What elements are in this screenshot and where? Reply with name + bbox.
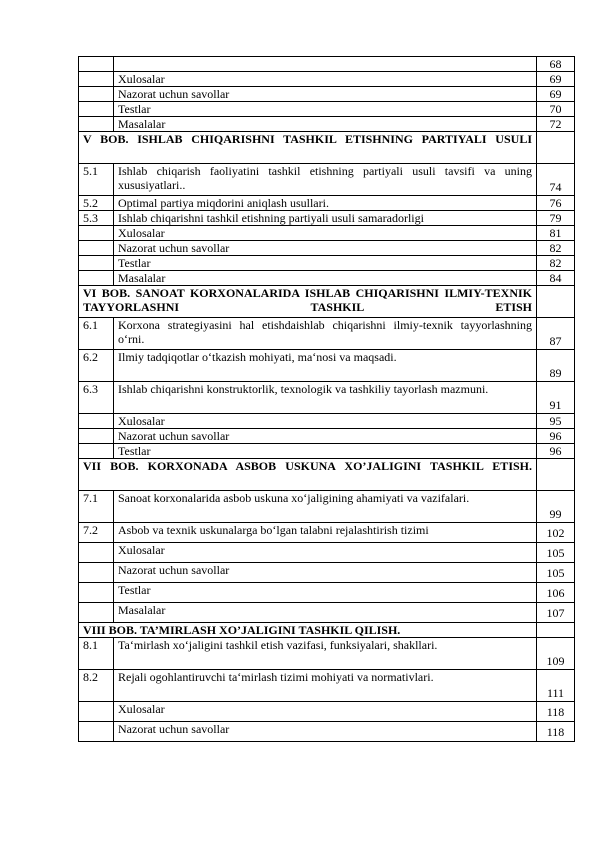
toc-row — [79, 211, 575, 226]
entry-title-text: Xulosalar — [118, 414, 165, 428]
entry-title-text: Masalalar — [118, 271, 166, 285]
entry-title — [114, 543, 537, 563]
toc-row — [79, 603, 575, 623]
section-number — [79, 241, 114, 256]
entry-title-text: Xulosalar — [118, 72, 165, 86]
section-number — [79, 429, 114, 444]
toc-row — [79, 459, 575, 491]
toc-row — [79, 583, 575, 603]
page-number: 111 — [537, 670, 575, 702]
page-number: 82 — [537, 256, 575, 271]
toc-row — [79, 72, 575, 87]
page-number: 70 — [537, 102, 575, 117]
entry-title-text: V BOB. ISHLAB CHIQARISHNI TASHKIL ETISHNING PARTIYALI USULI — [83, 132, 532, 146]
entry-title-text: Ishlab chiqarish faoliyatini tashkil etishning partiyali usuli tavsifi va uning xususiyatlari.. — [118, 164, 532, 192]
toc-row — [79, 722, 575, 742]
entry-title — [114, 583, 537, 603]
entry-title — [114, 102, 537, 117]
page-number: 79 — [537, 211, 575, 226]
entry-title — [114, 670, 537, 702]
page-number: 96 — [537, 429, 575, 444]
entry-title-text: Nazorat uchun savollar — [118, 241, 230, 255]
entry-title-text: VIII BOB. TA’MIRLASH XO’JALIGINI TASHKIL QILISH. — [83, 623, 401, 637]
entry-title — [114, 603, 537, 623]
toc-row — [79, 286, 575, 318]
toc-row — [79, 226, 575, 241]
toc-row — [79, 256, 575, 271]
page-number: 118 — [537, 702, 575, 722]
page-number: 106 — [537, 583, 575, 603]
entry-title-text: Testlar — [118, 583, 151, 597]
entry-title-text: Ilmiy tadqiqotlar o‘tkazish mohiyati, ma‘nosi va maqsadi. — [118, 350, 397, 364]
section-number — [79, 57, 114, 72]
entry-title-text: Testlar — [118, 102, 151, 116]
page-number: 95 — [537, 414, 575, 429]
entry-title — [79, 459, 537, 491]
section-number — [79, 226, 114, 241]
entry-title — [114, 241, 537, 256]
entry-title — [114, 638, 537, 670]
toc-row — [79, 241, 575, 256]
section-number — [79, 583, 114, 603]
entry-title-text: Masalalar — [118, 117, 166, 131]
page-number: 76 — [537, 196, 575, 211]
entry-title-text: Ta‘mirlash xo‘jaligini tashkil etish vazifasi, funksiyalari, shakllari. — [118, 638, 438, 652]
entry-title-text: Rejali ogohlantiruvchi ta‘mirlash tizimi mohiyati va normativlari. — [118, 670, 434, 684]
entry-title-text: Testlar — [118, 444, 151, 458]
page-number: 72 — [537, 117, 575, 132]
section-number: 5.1 — [79, 164, 114, 196]
page-number: 84 — [537, 271, 575, 286]
entry-title — [114, 164, 537, 196]
toc-row — [79, 350, 575, 382]
section-number — [79, 117, 114, 132]
page-number: 99 — [537, 491, 575, 523]
section-number — [79, 102, 114, 117]
section-number: 6.1 — [79, 318, 114, 350]
page-number — [537, 623, 575, 638]
entry-title-text: Nazorat uchun savollar — [118, 429, 230, 443]
section-number — [79, 603, 114, 623]
entry-title-text: VI BOB. SANOAT KORXONALARIDA ISHLAB CHIQARISHNI ILMIY-TEXNIK TAYYORLASHNI TASHKIL ETISH — [83, 286, 532, 314]
section-number — [79, 722, 114, 742]
section-number: 5.3 — [79, 211, 114, 226]
entry-title-text: Xulosalar — [118, 543, 165, 557]
toc-row — [79, 382, 575, 414]
toc-row — [79, 543, 575, 563]
section-number: 7.2 — [79, 523, 114, 543]
toc-row — [79, 702, 575, 722]
section-number — [79, 563, 114, 583]
page-number: 91 — [537, 382, 575, 414]
page-number: 81 — [537, 226, 575, 241]
section-number — [79, 414, 114, 429]
section-number — [79, 444, 114, 459]
entry-title — [114, 491, 537, 523]
toc-row — [79, 638, 575, 670]
section-number: 5.2 — [79, 196, 114, 211]
toc-row — [79, 318, 575, 350]
page-number: 102 — [537, 523, 575, 543]
entry-title-text: Nazorat uchun savollar — [118, 722, 230, 736]
toc-row — [79, 523, 575, 543]
section-number — [79, 72, 114, 87]
entry-title — [114, 211, 537, 226]
section-number: 8.2 — [79, 670, 114, 702]
entry-title — [114, 414, 537, 429]
section-number: 6.3 — [79, 382, 114, 414]
page-number: 69 — [537, 87, 575, 102]
entry-title — [114, 429, 537, 444]
entry-title — [114, 350, 537, 382]
entry-title-text: Xulosalar — [118, 226, 165, 240]
entry-title-text: Ishlab chiqarishni tashkil etishning partiyali usuli samaradorligi — [118, 211, 424, 225]
toc-row — [79, 57, 575, 72]
page-number — [537, 132, 575, 164]
toc-row — [79, 196, 575, 211]
entry-title-text: Sanoat korxonalarida asbob uskuna xo‘jaligining ahamiyati va vazifalari. — [118, 491, 470, 505]
toc-row — [79, 563, 575, 583]
entry-title-text: Korxona strategiyasini hal etishdaishlab chiqarishni ilmiy-texnik tayyorlashning o‘rni. — [118, 318, 532, 346]
page-number: 74 — [537, 164, 575, 196]
page-number — [537, 286, 575, 318]
toc-row — [79, 271, 575, 286]
section-number — [79, 543, 114, 563]
page-number: 96 — [537, 444, 575, 459]
entry-title — [114, 196, 537, 211]
page-number: 105 — [537, 543, 575, 563]
page-number — [537, 459, 575, 491]
page-number: 118 — [537, 722, 575, 742]
toc-body — [79, 57, 575, 742]
toc-row — [79, 491, 575, 523]
entry-title — [114, 226, 537, 241]
toc-row — [79, 429, 575, 444]
table-of-contents — [78, 56, 575, 742]
page-number: 107 — [537, 603, 575, 623]
entry-title-text: Masalalar — [118, 603, 166, 617]
page-number: 68 — [537, 57, 575, 72]
entry-title-text: Nazorat uchun savollar — [118, 87, 230, 101]
entry-title — [114, 382, 537, 414]
page-number: 87 — [537, 318, 575, 350]
entry-title — [114, 702, 537, 722]
toc-row — [79, 164, 575, 196]
page-number: 69 — [537, 72, 575, 87]
section-number: 6.2 — [79, 350, 114, 382]
page-number: 89 — [537, 350, 575, 382]
section-number: 8.1 — [79, 638, 114, 670]
toc-row — [79, 132, 575, 164]
entry-title — [114, 87, 537, 102]
entry-title — [114, 271, 537, 286]
entry-title-text: Ishlab chiqarishni konstruktorlik, texnologik va tashkiliy tayorlash mazmuni. — [118, 382, 489, 396]
entry-title — [79, 623, 537, 638]
entry-title — [79, 132, 537, 164]
section-number — [79, 256, 114, 271]
toc-row — [79, 623, 575, 638]
toc-row — [79, 87, 575, 102]
section-number — [79, 702, 114, 722]
entry-title-text: Optimal partiya miqdorini aniqlash usullari. — [118, 196, 329, 210]
entry-title — [114, 117, 537, 132]
entry-title — [79, 286, 537, 318]
entry-title — [114, 563, 537, 583]
section-number — [79, 87, 114, 102]
entry-title-text: VII BOB. KORXONADA ASBOB USKUNA XO’JALIGINI TASHKIL ETISH. — [83, 459, 532, 473]
entry-title — [114, 722, 537, 742]
entry-title-text: Xulosalar — [118, 702, 165, 716]
entry-title — [114, 318, 537, 350]
toc-row — [79, 117, 575, 132]
entry-title-text: Testlar — [118, 256, 151, 270]
page-number: 82 — [537, 241, 575, 256]
page-number: 109 — [537, 638, 575, 670]
entry-title-text: Nazorat uchun savollar — [118, 563, 230, 577]
toc-row — [79, 102, 575, 117]
entry-title — [114, 57, 537, 72]
entry-title — [114, 444, 537, 459]
section-number — [79, 271, 114, 286]
entry-title-text: Asbob va texnik uskunalarga bo‘lgan talabni rejalashtirish tizimi — [118, 523, 429, 537]
entry-title — [114, 523, 537, 543]
entry-title — [114, 72, 537, 87]
section-number: 7.1 — [79, 491, 114, 523]
toc-row — [79, 444, 575, 459]
entry-title — [114, 256, 537, 271]
toc-row — [79, 670, 575, 702]
toc-row — [79, 414, 575, 429]
page-number: 105 — [537, 563, 575, 583]
